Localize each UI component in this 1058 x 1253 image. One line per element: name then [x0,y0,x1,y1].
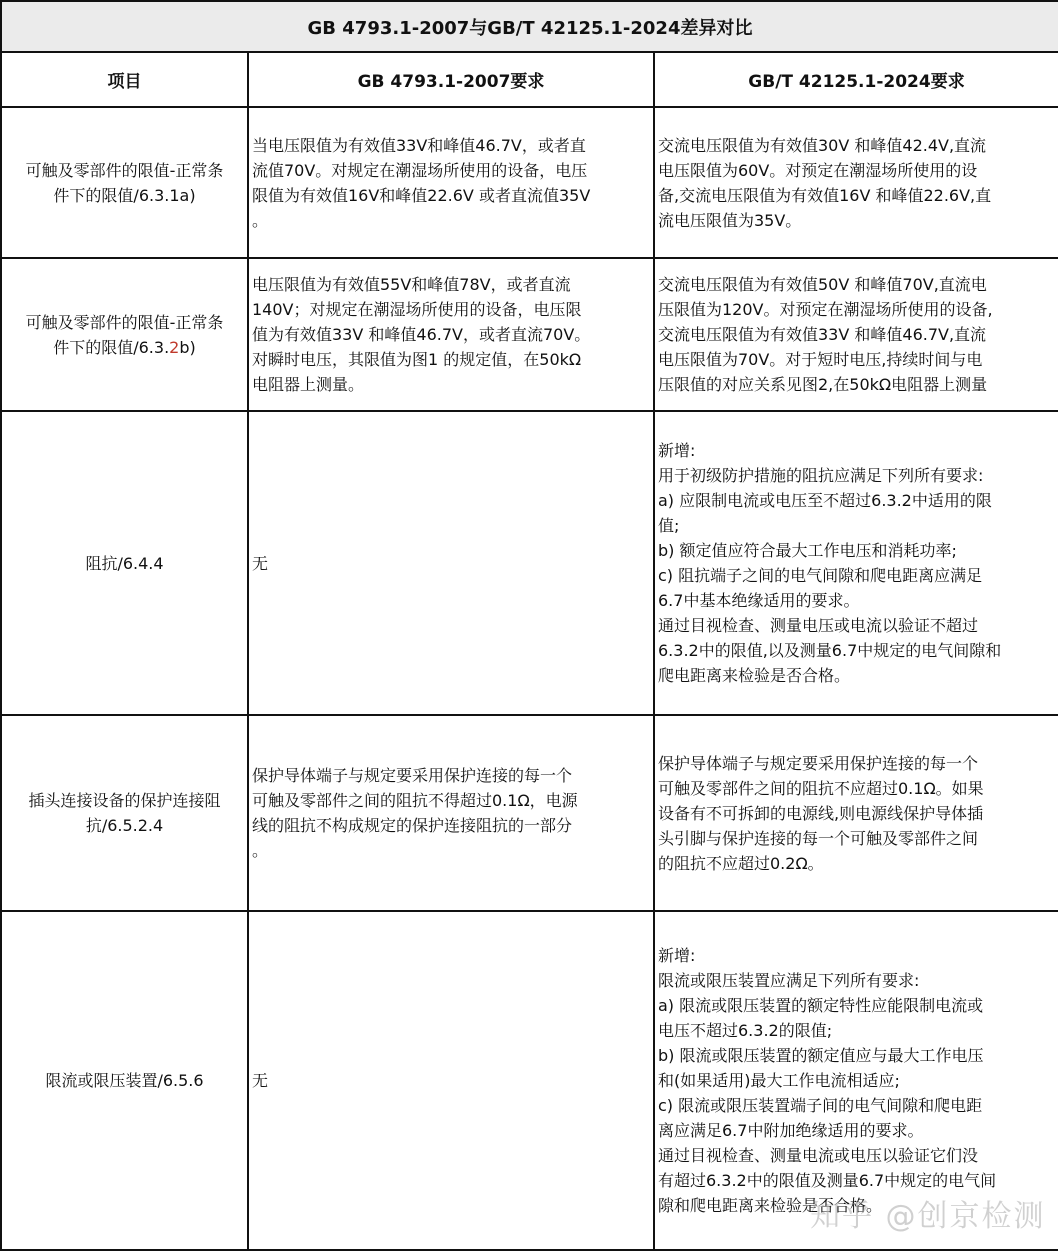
cell-text: 无 [252,553,269,573]
table-row [1,411,1058,715]
header-item: 项目 [1,52,248,107]
header-row [1,52,1058,107]
cell-text: 备,交流电压限值为有效值16V 和峰值22.6V,直 [658,185,992,205]
cell-text: 可触及零部件之间的阻抗不得超过0.1Ω，电源 [252,791,578,810]
item-text: 限流或限压装置/6.5.6 [45,1071,204,1090]
item-text: 可触及零部件的限值-正常条 [25,160,224,180]
cell-text: 设备有不可拆卸的电源线,则电源线保护导体插 [658,803,984,823]
cell-text: b) 限流或限压装置的额定值应与最大工作电压 [658,1046,984,1065]
cell-text: 隙和爬电距离来检验是否合格。 [658,1196,883,1215]
cell-text: 新增: [658,946,696,965]
cell-text: 可触及零部件之间的阻抗不应超过0.1Ω。如果 [658,778,984,798]
title-row [1,1,1058,52]
gb4793-cell [248,258,654,411]
gb4793-cell [248,411,654,715]
table-title: GB 4793.1-2007与GB/T 42125.1-2024差异对比 [1,1,1058,52]
item-cell [1,715,248,911]
cell-text: c) 阻抗端子之间的电气间隙和爬电距离应满足 [658,566,983,585]
gbt42125-cell [654,715,1058,911]
item-text: 件下的限值/6.3.1a) [53,185,196,205]
cell-text: 当电压限值为有效值33V和峰值46.7V，或者直 [252,135,586,155]
cell-text: 压限值为120V。对预定在潮湿场所使用的设备, [658,300,993,319]
cell-text: 的阻抗不应超过0.2Ω。 [658,853,824,873]
cell-text: 通过目视检查、测量电流或电压以验证它们没 [658,1146,979,1165]
cell-text: 保护导体端子与规定要采用保护连接的每一个 [252,766,573,785]
table-row [1,911,1058,1250]
cell-text: 。 [252,210,269,230]
cell-text: c) 限流或限压装置端子间的电气间隙和爬电距 [658,1096,983,1115]
cell-text: 限值为有效值16V和峰值22.6V 或者直流值35V [252,185,591,205]
cell-text: a) 限流或限压装置的额定特性应能限制电流或 [658,996,984,1015]
cell-text: 电压限值为70V。对于短时电压,持续时间与电 [658,350,983,369]
cell-text: b) 额定值应符合最大工作电压和消耗功率; [658,541,957,560]
highlight-text: 2 [169,337,180,357]
cell-text: 值; [658,516,680,535]
table-row [1,715,1058,911]
item-text: 阻抗/6.4.4 [85,553,164,573]
cell-text: 。 [252,841,269,860]
header-gb4793: GB 4793.1-2007要求 [248,52,654,107]
header-gbt42125: GB/T 42125.1-2024要求 [654,52,1058,107]
cell-text: 和(如果适用)最大工作电流相适应; [658,1071,900,1090]
item-text-part: b) [179,337,196,357]
gbt42125-cell [654,107,1058,258]
cell-text: 流值70V。对规定在潮湿场所使用的设备，电压 [252,160,588,180]
gbt42125-cell [654,411,1058,715]
gbt42125-cell [654,911,1058,1250]
cell-text: 通过目视检查、测量电压或电流以验证不超过 [658,616,979,635]
cell-text: 离应满足6.7中附加绝缘适用的要求。 [658,1121,924,1140]
table-row [1,107,1058,258]
cell-text: 无 [252,1071,269,1090]
cell-text: 新增: [658,441,696,460]
cell-text: 限流或限压装置应满足下列所有要求: [658,971,920,990]
cell-text: 6.7中基本绝缘适用的要求。 [658,591,860,610]
cell-text: 用于初级防护措施的阻抗应满足下列所有要求: [658,466,984,485]
cell-text: 交流电压限值为有效值50V 和峰值70V,直流电 [658,275,987,294]
cell-text: 线的阻抗不构成规定的保护连接阻抗的一部分 [252,816,573,835]
cell-text: 压限值的对应关系见图2,在50kΩ电阻器上测量 [658,375,988,394]
cell-text: 电压限值为有效值55V和峰值78V，或者直流 [252,275,571,294]
cell-text: 6.3.2中的限值,以及测量6.7中规定的电气间隙和 [658,641,1002,660]
cell-text: 保护导体端子与规定要采用保护连接的每一个 [658,753,979,773]
item-cell [1,107,248,258]
cell-text: 有超过6.3.2中的限值及测量6.7中规定的电气间 [658,1171,997,1190]
cell-text: 电压不超过6.3.2的限值; [658,1021,833,1040]
item-text-part: 件下的限值/6.3. [53,337,170,357]
item-text [4,335,245,360]
gb4793-cell [248,911,654,1250]
table-row [1,258,1058,411]
item-cell [1,411,248,715]
cell-text: 头引脚与保护连接的每一个可触及零部件之间 [658,828,979,848]
watermark: 知乎 @创京检测 [810,1199,1046,1234]
gb4793-cell [248,715,654,911]
item-cell [1,911,248,1250]
cell-text: 交流电压限值为有效值30V 和峰值42.4V,直流 [658,135,987,155]
item-cell [1,258,248,411]
cell-text: 爬电距离来检验是否合格。 [658,666,851,685]
gb4793-cell [248,107,654,258]
cell-text: 电压限值为60V。对预定在潮湿场所使用的设 [658,160,978,180]
item-text: 插头连接设备的保护连接阻 [28,791,221,810]
cell-text: 140V；对规定在潮湿场所使用的设备，电压限 [252,300,582,319]
cell-text: 值为有效值33V 和峰值46.7V，或者直流70V。 [252,325,591,344]
cell-text: 交流电压限值为有效值33V 和峰值46.7V,直流 [658,325,987,344]
cell-text: 流电压限值为35V。 [658,210,802,230]
gbt42125-cell [654,258,1058,411]
cell-text: 对瞬时电压，其限值为图1 的规定值，在50kΩ [252,350,582,369]
item-text: 抗/6.5.2.4 [85,816,164,835]
cell-text: 电阻器上测量。 [252,375,365,394]
cell-text: a) 应限制电流或电压至不超过6.3.2中适用的限 [658,491,992,510]
item-text: 可触及零部件的限值-正常条 [25,312,224,332]
